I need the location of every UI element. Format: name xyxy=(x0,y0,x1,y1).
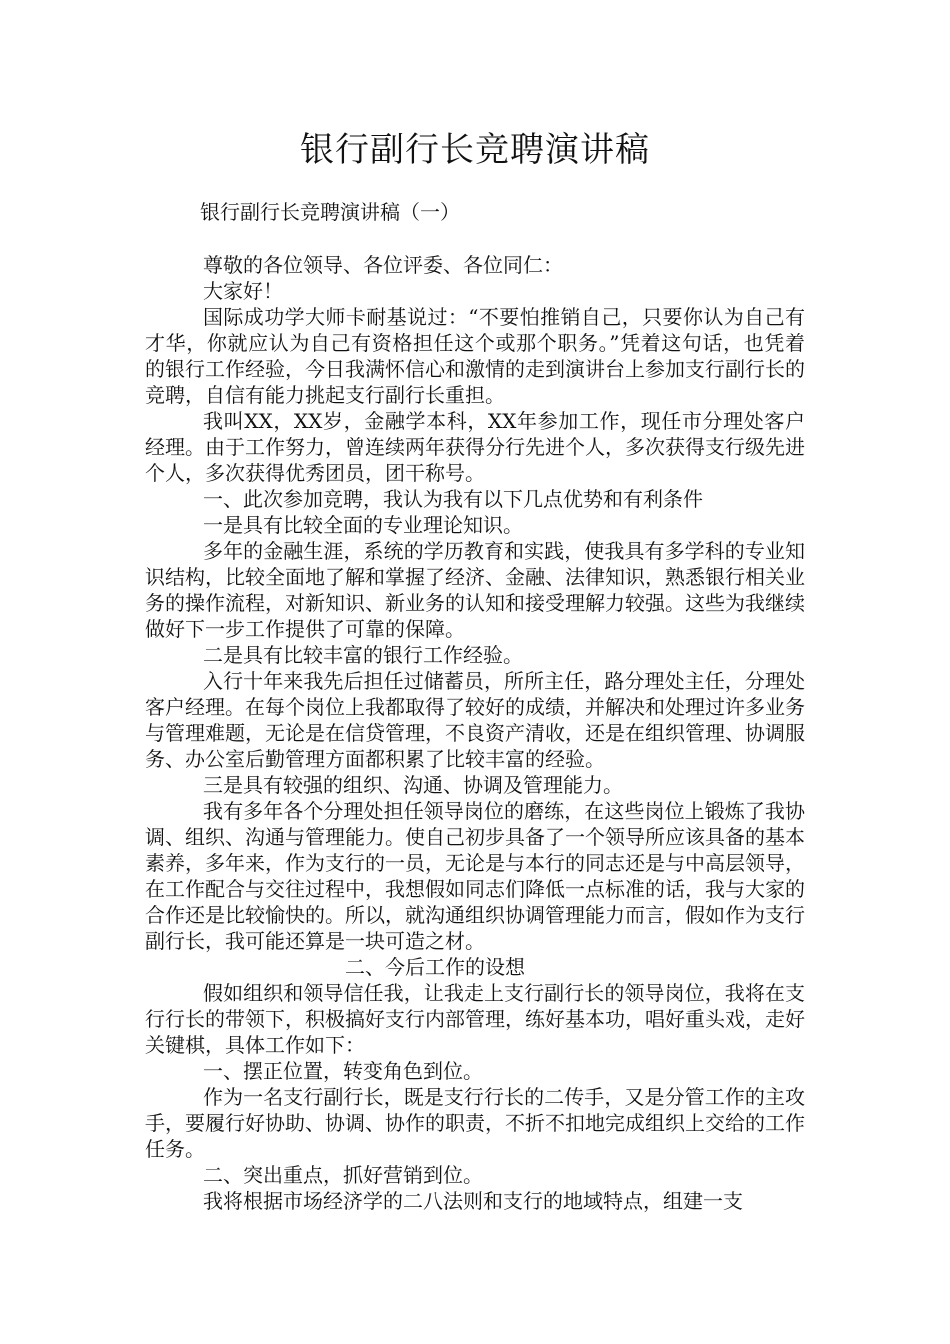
paragraph: 三是具有较强的组织、沟通、协调及管理能力。 xyxy=(203,773,623,797)
paragraph: 一是具有比较全面的专业理论知识。 xyxy=(203,513,523,537)
paragraph: 入行十年来我先后担任过储蓄员，所所主任，路分理处主任，分理处客户经理。在每个岗位上我都取得了较好的成绩，并解决和处理过许多业务与管理难题，无论是在信贷管理，不良资产清收，还是在组织管理、协调服务、办公室后勤管理方面都积累了比较丰富的经验。 xyxy=(145,669,805,771)
paragraph: 二、突出重点，抓好营销到位。 xyxy=(203,1163,483,1187)
paragraph: 作为一名支行副行长，既是支行行长的二传手，又是分管工作的主攻手，要履行好协助、协调、协作的职责，不折不扣地完成组织上交给的工作任务。 xyxy=(145,1085,805,1161)
paragraph: 假如组织和领导信任我，让我走上支行副行长的领导岗位，我将在支行行长的带领下，积极搞好支行内部管理，练好基本功，唱好重头戏，走好关键棋，具体工作如下： xyxy=(145,981,805,1057)
salutation: 尊敬的各位领导、各位评委、各位同仁： xyxy=(203,253,563,277)
section-heading: 二、今后工作的设想 xyxy=(345,955,525,979)
document-title: 银行副行长竞聘演讲稿 xyxy=(300,130,650,170)
paragraph: 我将根据市场经济学的二八法则和支行的地域特点，组建一支 xyxy=(203,1189,743,1213)
document-subtitle: 银行副行长竞聘演讲稿（一） xyxy=(200,200,460,224)
section-heading: 一、此次参加竞聘，我认为我有以下几点优势和有利条件 xyxy=(203,487,703,511)
paragraph: 二是具有比较丰富的银行工作经验。 xyxy=(203,643,523,667)
greeting: 大家好！ xyxy=(203,279,283,303)
paragraph: 多年的金融生涯，系统的学历教育和实践，使我具有多学科的专业知识结构，比较全面地了解和掌握了经济、金融、法律知识，熟悉银行相关业务的操作流程，对新知识、新业务的认知和接受理解力较强。这些为我继续做好下一步工作提供了可靠的保障。 xyxy=(145,539,805,641)
paragraph: 我叫XX，XX岁，金融学本科，XX年参加工作，现任市分理处客户经理。由于工作努力，曾连续两年获得分行先进个人，多次获得支行级先进个人，多次获得优秀团员，团干称号。 xyxy=(145,409,805,485)
paragraph: 一、摆正位置，转变角色到位。 xyxy=(203,1059,483,1083)
paragraph: 我有多年各个分理处担任领导岗位的磨练，在这些岗位上锻炼了我协调、组织、沟通与管理能力。使自己初步具备了一个领导所应该具备的基本素养，多年来，作为支行的一员，无论是与本行的同志还是与中高层领导，在工作配合与交往过程中，我想假如同志们降低一点标准的话，我与大家的合作还是比较愉快的。所以，就沟通组织协调管理能力而言，假如作为支行副行长，我可能还算是一块可造之材。 xyxy=(145,799,805,953)
document-body xyxy=(145,252,805,1214)
paragraph: 国际成功学大师卡耐基说过：“不要怕推销自己，只要你认为自己有才华，你就应认为自己有资格担任这个或那个职务。”凭着这句话，也凭着的银行工作经验，今日我满怀信心和激情的走到演讲台上参加支行副行长的竞聘，自信有能力挑起支行副行长重担。 xyxy=(145,305,805,407)
